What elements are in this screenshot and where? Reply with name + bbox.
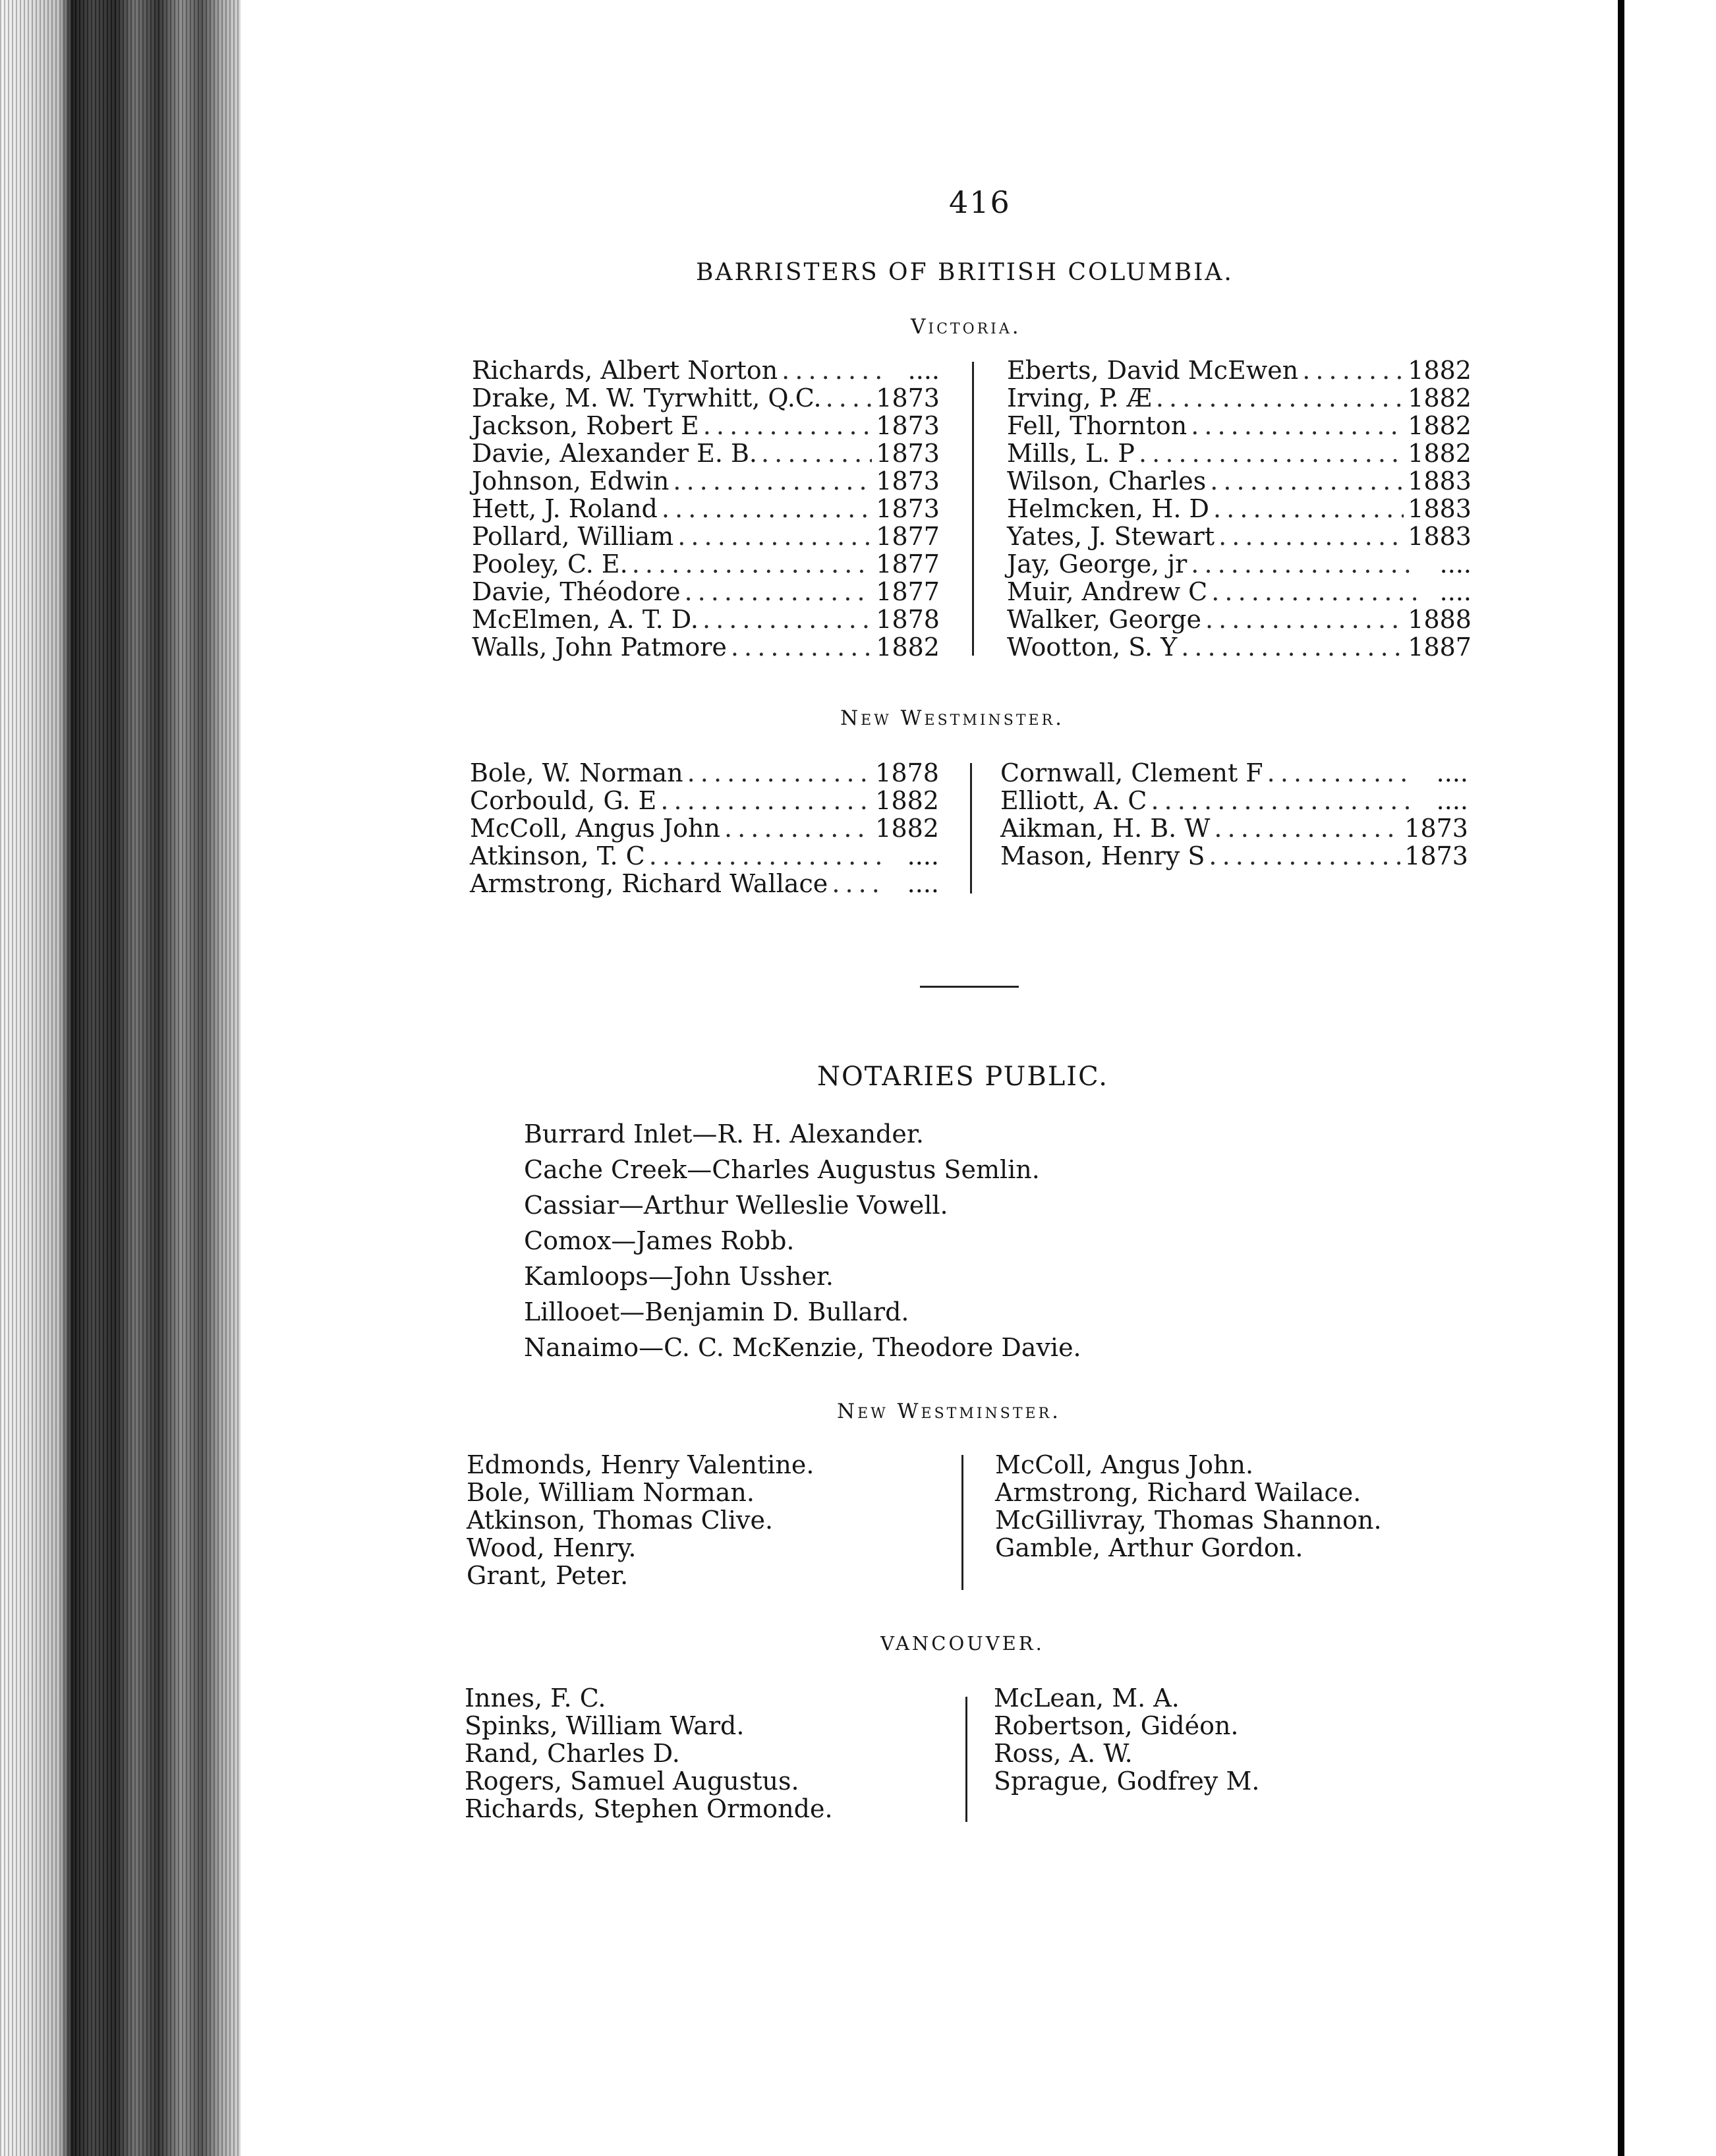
page-number: 416: [949, 184, 1011, 220]
right-margin: [1624, 0, 1716, 2156]
entry-name: Davie, Alexander E. B.: [472, 439, 757, 468]
entry-year: 1877: [876, 550, 940, 579]
new-westminster-right-column: [1000, 759, 1468, 870]
dot-leader: [1267, 759, 1413, 787]
list-item: [1000, 759, 1468, 787]
entry-year: 1882: [1408, 411, 1472, 440]
column-divider: [972, 362, 974, 656]
notaries-heading-new-westminster: New Westminster.: [837, 1400, 1062, 1423]
entry-year: ....: [907, 356, 940, 385]
dot-leader: [1181, 633, 1404, 661]
entry-year: ....: [1436, 786, 1468, 815]
entry-year: 1882: [876, 633, 940, 662]
list-item: [472, 578, 940, 606]
next-page-edge: [1618, 0, 1624, 2156]
entry-name: Eberts, David McEwen: [1007, 356, 1299, 385]
notaries-vancouver-right-column: [994, 1684, 1259, 1795]
dot-leader: [677, 523, 872, 550]
entry-name: Jackson, Robert E: [472, 411, 699, 440]
list-item: Gamble, Arthur Gordon.: [995, 1533, 1303, 1562]
list-item: [1007, 550, 1472, 578]
entry-year: 1873: [876, 411, 940, 440]
list-item: [470, 759, 939, 787]
dot-leader: [1210, 467, 1404, 495]
page-title: BARRISTERS OF BRITISH COLUMBIA.: [696, 259, 1234, 286]
entry-name: Wootton, S. Y: [1007, 633, 1178, 662]
entry-name: Helmcken, H. D: [1007, 494, 1210, 523]
list-item: Edmonds, Henry Valentine.: [467, 1450, 815, 1479]
list-item: Sprague, Godfrey M.: [994, 1767, 1260, 1796]
entry-name: Wilson, Charles: [1007, 467, 1207, 496]
list-item: [1000, 814, 1468, 842]
entry-name: Pooley, C. E.: [472, 550, 628, 579]
list-item: [470, 870, 939, 897]
entry-year: 1873: [1404, 814, 1468, 843]
list-item: [470, 842, 939, 870]
list-item: Bole, William Norman.: [467, 1478, 755, 1507]
list-item: McColl, Angus John.: [995, 1450, 1254, 1479]
list-item: Spinks, William Ward.: [465, 1711, 745, 1740]
entry-year: 1883: [1408, 494, 1472, 523]
list-item: [470, 787, 939, 814]
dot-leader: [724, 814, 871, 842]
dot-leader: [632, 550, 872, 578]
list-item: [472, 633, 940, 661]
list-item: Atkinson, Thomas Clive.: [467, 1506, 774, 1535]
entry-name: Corbould, G. E: [470, 786, 657, 815]
entry-year: 1882: [875, 786, 939, 815]
entry-year: 1877: [876, 522, 940, 551]
entry-name: Bole, W. Norman: [470, 758, 683, 787]
list-item: Ross, A. W.: [994, 1739, 1133, 1768]
dot-leader: [687, 759, 872, 787]
entry-name: Walls, John Patmore: [472, 633, 727, 662]
dot-leader: [832, 870, 884, 897]
entry-year: 1878: [875, 758, 939, 787]
dot-leader: [1151, 787, 1413, 814]
dot-leader: [1214, 814, 1400, 842]
dot-leader: [662, 495, 872, 523]
list-item: Richards, Stephen Ormonde.: [465, 1794, 833, 1823]
list-item: Rogers, Samuel Augustus.: [465, 1767, 799, 1796]
entry-year: 1883: [1408, 467, 1472, 496]
notaries-heading-vancouver: VANCOUVER.: [880, 1632, 1044, 1655]
list-item: Lillooet—Benjamin D. Bullard.: [524, 1297, 909, 1326]
entry-name: Yates, J. Stewart: [1007, 522, 1215, 551]
entry-year: 1882: [1408, 439, 1472, 468]
dot-leader: [1302, 356, 1404, 384]
entry-name: Richards, Albert Norton: [472, 356, 778, 385]
notaries-vancouver-left-column: [465, 1684, 833, 1823]
list-item: Cache Creek—Charles Augustus Semlin.: [524, 1155, 1040, 1184]
victoria-right-column: [1007, 356, 1472, 661]
list-item: Robertson, Gidéon.: [994, 1711, 1239, 1740]
section-divider: [920, 986, 1019, 988]
entry-year: 1873: [876, 467, 940, 496]
dot-leader: [782, 356, 884, 384]
dot-leader: [1213, 495, 1404, 523]
entry-year: 1873: [1404, 841, 1468, 870]
dot-leader: [1156, 384, 1404, 412]
entry-year: 1882: [1408, 383, 1472, 412]
entry-name: Walker, George: [1007, 605, 1201, 634]
list-item: [472, 550, 940, 578]
dot-leader: [1211, 578, 1416, 606]
entry-year: 1882: [1408, 356, 1472, 385]
column-divider: [961, 1455, 963, 1590]
list-item: Grant, Peter.: [467, 1561, 629, 1590]
entry-year: ....: [907, 841, 939, 870]
entry-year: ....: [1439, 577, 1472, 606]
victoria-left-column: [472, 356, 940, 661]
dot-leader: [1218, 523, 1404, 550]
list-item: Burrard Inlet—R. H. Alexander.: [524, 1120, 924, 1149]
list-item: [1007, 495, 1472, 523]
entry-name: Hett, J. Roland: [472, 494, 658, 523]
notaries-heading: NOTARIES PUBLIC.: [817, 1062, 1108, 1092]
entry-name: McElmen, A. T. D.: [472, 605, 699, 634]
entry-name: Drake, M. W. Tyrwhitt, Q.C.: [472, 383, 822, 412]
list-item: [1007, 578, 1472, 606]
dot-leader: [1139, 440, 1404, 467]
notaries-nw-left-column: [467, 1451, 814, 1589]
list-item: [1007, 467, 1472, 495]
dot-leader: [649, 842, 884, 870]
list-item: [1007, 384, 1472, 412]
list-item: Kamloops—John Ussher.: [524, 1262, 834, 1291]
entry-name: Mason, Henry S: [1000, 841, 1205, 870]
dot-leader: [1191, 550, 1416, 578]
list-item: [1007, 440, 1472, 467]
entry-name: Atkinson, T. C: [470, 841, 645, 870]
new-westminster-left-column: [470, 759, 939, 897]
dot-leader: [673, 467, 872, 495]
list-item: Wood, Henry.: [467, 1533, 637, 1562]
notaries-nw-right-column: [995, 1451, 1382, 1562]
entry-name: Fell, Thornton: [1007, 411, 1187, 440]
list-item: [472, 412, 940, 440]
entry-name: Muir, Andrew C: [1007, 577, 1208, 606]
list-item: [1007, 523, 1472, 550]
list-item: [1000, 787, 1468, 814]
column-divider: [965, 1697, 967, 1822]
entry-year: ....: [907, 869, 939, 898]
list-item: Cassiar—Arthur Welleslie Vowell.: [524, 1191, 948, 1220]
list-item: [1007, 633, 1472, 661]
entry-name: Davie, Théodore: [472, 577, 681, 606]
list-item: [472, 495, 940, 523]
entry-year: ....: [1436, 758, 1468, 787]
entry-year: 1873: [876, 494, 940, 523]
entry-year: 1873: [876, 383, 940, 412]
entry-name: Cornwall, Clement F: [1000, 758, 1263, 787]
list-item: Nanaimo—C. C. McKenzie, Theodore Davie.: [524, 1333, 1081, 1362]
dot-leader: [761, 440, 872, 467]
list-item: McLean, M. A.: [994, 1684, 1180, 1713]
dot-leader: [1209, 842, 1400, 870]
entry-year: 1877: [876, 577, 940, 606]
entry-year: 1882: [875, 814, 939, 843]
section-heading-victoria: Victoria.: [911, 315, 1021, 339]
entry-year: 1883: [1408, 522, 1472, 551]
dot-leader: [703, 412, 872, 440]
entry-year: 1887: [1408, 633, 1472, 662]
dot-leader: [826, 384, 872, 412]
entry-year: 1873: [876, 439, 940, 468]
list-item: McGillivray, Thomas Shannon.: [995, 1506, 1382, 1535]
dot-leader: [731, 633, 872, 661]
dot-leader: [1205, 606, 1404, 633]
entry-name: Mills, L. P: [1007, 439, 1135, 468]
list-item: [472, 606, 940, 633]
entry-name: Johnson, Edwin: [472, 467, 670, 496]
section-heading-new-westminster: New Westminster.: [840, 706, 1065, 730]
list-item: [472, 523, 940, 550]
list-item: [1007, 606, 1472, 633]
notaries-district-list: [524, 1116, 1081, 1365]
dot-leader: [660, 787, 871, 814]
list-item: [1000, 842, 1468, 870]
entry-name: Armstrong, Richard Wallace: [470, 869, 828, 898]
list-item: [1007, 356, 1472, 384]
list-item: Rand, Charles D.: [465, 1739, 680, 1768]
dot-leader: [702, 606, 872, 633]
list-item: Innes, F. C.: [465, 1684, 606, 1713]
column-divider: [970, 763, 972, 894]
list-item: Armstrong, Richard Wailace.: [995, 1478, 1361, 1507]
entry-name: McColl, Angus John: [470, 814, 720, 843]
entry-name: Aikman, H. B. W: [1000, 814, 1211, 843]
dot-leader: [1191, 412, 1404, 440]
entry-year: 1878: [876, 605, 940, 634]
list-item: Comox—James Robb.: [524, 1226, 795, 1255]
entry-name: Irving, P. Æ: [1007, 383, 1152, 412]
list-item: [470, 814, 939, 842]
dot-leader: [684, 578, 872, 606]
entry-year: 1888: [1408, 605, 1472, 634]
entry-name: Elliott, A. C: [1000, 786, 1147, 815]
list-item: [472, 467, 940, 495]
list-item: [472, 356, 940, 384]
list-item: [1007, 412, 1472, 440]
entry-name: Jay, George, jr: [1007, 550, 1187, 579]
entry-year: ....: [1439, 550, 1472, 579]
list-item: [472, 440, 940, 467]
entry-name: Pollard, William: [472, 522, 674, 551]
list-item: [472, 384, 940, 412]
book-spine-binding: [0, 0, 241, 2156]
